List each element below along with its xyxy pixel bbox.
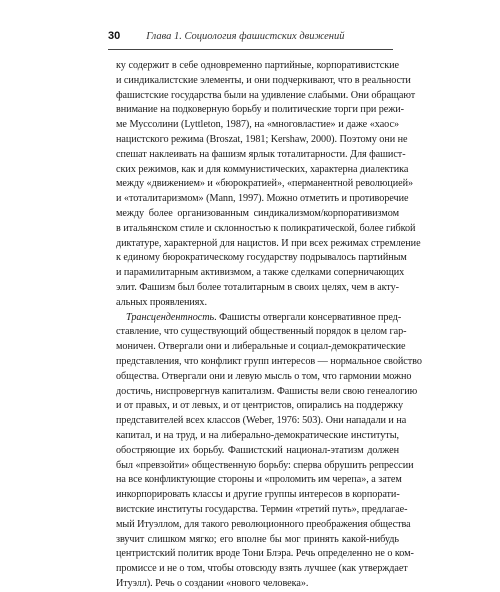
header-rule [108, 49, 393, 50]
paragraph-start-line [116, 311, 402, 326]
text-line: фашистские государства были на удивление слабыми. Они обращают [116, 89, 416, 101]
text-line: общества. Отвергали они и левую мысль о том, что гармонии можно [116, 370, 412, 382]
text-line: мый Итуэллом, для такого революционного преображения общества [116, 518, 411, 530]
text-line: представителей всех классов (Weber, 1976: 503). Они нападали и на [116, 415, 407, 427]
text-line: внимание на подковерную борьбу и политические торги при режи- [116, 104, 405, 116]
text-line: ку содержит в себе одновременно партийные, корпоративистские [116, 60, 399, 71]
term-transcendence: Трансцендентность [126, 311, 215, 323]
body-text [116, 59, 422, 592]
text-line: моничен. Отвергали они и либеральные и социал-демократические [116, 341, 406, 353]
text-line: в итальянском стиле и склонностью к поликратической, более гибкой [116, 222, 416, 234]
text-line: спешат наклеивать на фашизм ярлык тоталитарности. Для фашист- [116, 148, 406, 160]
text-line: обостряющие их борьбу. Фашистский национал-этатизм должен [116, 444, 399, 456]
text-line: капитал, и на труд, и на либерально-демократические институты, [116, 429, 399, 441]
text-line: Итуэлл). Речь о создании «нового человека». [116, 577, 309, 589]
text-line: ских режимов, как и для коммунистических, характерна диалектика [116, 163, 409, 175]
text-line: инкорпорировать классы и другие группы интересов в корпорати- [116, 489, 400, 501]
text-line: достичь, ниспровергнув капитализм. Фашисты вели свою генеалогию [116, 385, 418, 397]
page-number: 30 [108, 30, 121, 42]
text-line: и «тоталитаризмом» (Mann, 1997). Можно отметить и противоречие [116, 193, 409, 205]
text-line: элит. Фашизм был более тоталитарным в своих целях, чем в акту- [116, 281, 399, 293]
text-fragment: . Фашисты отвергали консервативное пред- [214, 311, 402, 323]
text-line: был «превзойти» общественную борьбу: сперва обрушить репрессии [116, 459, 414, 471]
text-line: к единому бюрократическому государству подрывалось партийным [116, 252, 407, 264]
text-line: ставление, что существующий общественный порядок в целом гар- [116, 326, 407, 338]
text-line: звучит слишком мягко; его вполне бы мог принять какой-нибудь [116, 533, 399, 545]
text-line: между более организованным синдикализмом/корпоративизмом [116, 207, 399, 219]
text-line: и синдикалистские элементы, и они подчеркивают, что в реальности [116, 74, 411, 86]
text-line: альных проявлениях. [116, 296, 207, 308]
text-line: диктатуре, характерной для нацистов. И при всех режимах стремление [116, 237, 421, 249]
text-line: представления, что конфликт групп интересов — нормальное свойство [116, 355, 422, 367]
text-line: центристский политик вроде Тони Блэра. Речь определенно не о ком- [116, 548, 414, 560]
text-line: нацистского режима (Broszat, 1981; Kershaw, 2000). Поэтому они не [116, 133, 408, 145]
text-line: на все конфликтующие стороны и «проломить им черепа», а затем [116, 474, 402, 486]
chapter-title: Глава 1. Социология фашистских движений [146, 31, 345, 42]
text-line: промиссе и не о том, чтобы отовсюду взять лучшее (как утверждает [116, 563, 408, 575]
running-header [108, 30, 393, 46]
text-line: и от правых, и от левых, и от центристов, опирались на поддержку [116, 400, 404, 412]
text-line: ме Муссолини (Lyttleton, 1987), на «многовластие» и даже «хаос» [116, 119, 399, 131]
text-line: и парамилитарным активизмом, а также сделками соперничающих [116, 267, 405, 279]
text-line: вистские институты государства. Термин «третий путь», предлагае- [116, 503, 408, 515]
text-line: между «движением» и «бюрократией», «перманентной революцией» [116, 178, 414, 190]
